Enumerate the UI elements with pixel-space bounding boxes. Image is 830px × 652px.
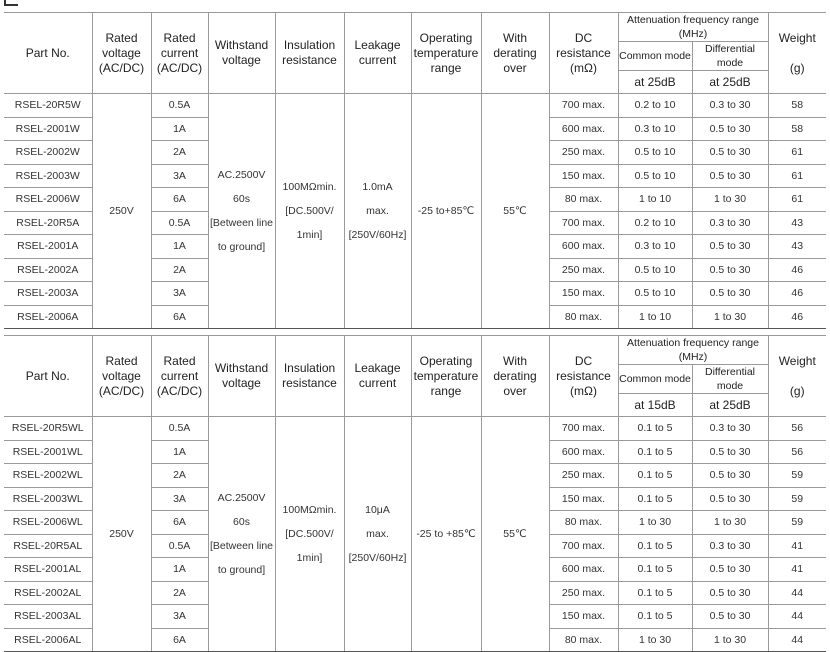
weight-cell: 59 bbox=[768, 487, 826, 511]
text-line: voltage bbox=[222, 376, 261, 390]
rated-current-cell: 1A bbox=[151, 558, 208, 582]
rated-current-cell: 1A bbox=[151, 235, 208, 259]
common-mode-cell: 0.5 to 10 bbox=[618, 164, 692, 188]
differential-mode-cell: 0.5 to 30 bbox=[692, 164, 768, 188]
text-line: 1min] bbox=[296, 229, 323, 241]
text-line: Insulation bbox=[283, 361, 336, 375]
withstand-voltage-cell bbox=[208, 417, 275, 652]
rated-current-cell: 3A bbox=[151, 282, 208, 306]
differential-mode-cell: 0.3 to 30 bbox=[692, 534, 768, 558]
text-line: [Between line bbox=[209, 540, 274, 552]
text-line: Rated bbox=[163, 30, 196, 45]
operating-temperature-cell: -25 to+85℃ bbox=[411, 94, 481, 329]
differential-mode-cell: 0.5 to 30 bbox=[692, 464, 768, 488]
spec-table-standard bbox=[4, 12, 826, 329]
weight-cell: 44 bbox=[768, 628, 826, 652]
differential-mode-cell: 0.5 to 30 bbox=[692, 141, 768, 165]
header-derating-over bbox=[481, 13, 549, 94]
text-line: resistance bbox=[282, 53, 337, 67]
text-line: current bbox=[358, 376, 397, 390]
dc-resistance-cell: 700 max. bbox=[549, 417, 618, 441]
dc-resistance-cell: 600 max. bbox=[549, 440, 618, 464]
differential-mode-cell: 0.3 to 30 bbox=[692, 211, 768, 235]
text-line: voltage bbox=[102, 45, 141, 60]
header-rated-current bbox=[151, 336, 208, 417]
text-line: Rated bbox=[105, 353, 138, 368]
header-common-level: at 15dB bbox=[618, 394, 692, 417]
part-number-cell: RSEL-2003A bbox=[4, 282, 92, 306]
part-number-cell: RSEL-2002A bbox=[4, 258, 92, 282]
differential-mode-cell: 0.5 to 30 bbox=[692, 282, 768, 306]
text-line: (AC/DC) bbox=[156, 383, 203, 398]
leakage-current-cell bbox=[344, 94, 411, 329]
rated-current-cell: 3A bbox=[151, 487, 208, 511]
header-weight bbox=[768, 13, 826, 94]
text-line: [DC.500V/ bbox=[285, 205, 334, 217]
header-derating-over bbox=[481, 336, 549, 417]
common-mode-cell: 1 to 10 bbox=[618, 188, 692, 212]
text-line: [DC.500V/ bbox=[285, 528, 334, 540]
section-corner-mark bbox=[4, 0, 18, 6]
common-mode-cell: 0.1 to 5 bbox=[618, 534, 692, 558]
part-number-cell: RSEL-2002WL bbox=[4, 464, 92, 488]
rated-voltage-cell: 250V bbox=[92, 94, 151, 329]
differential-mode-cell: 1 to 30 bbox=[692, 188, 768, 212]
rated-current-cell: 0.5A bbox=[151, 211, 208, 235]
header-row bbox=[4, 336, 826, 365]
rated-current-cell: 0.5A bbox=[151, 417, 208, 441]
rated-current-cell: 1A bbox=[151, 440, 208, 464]
header-insulation-resistance bbox=[275, 336, 344, 417]
header-withstand-voltage bbox=[208, 336, 275, 417]
part-number-cell: RSEL-2006W bbox=[4, 188, 92, 212]
text-line: Operating bbox=[419, 30, 473, 45]
header-part-no: Part No. bbox=[4, 13, 92, 94]
common-mode-cell: 0.3 to 10 bbox=[618, 117, 692, 141]
text-line: Rated bbox=[163, 353, 196, 368]
header-attenuation: Attenuation frequency range (MHz) bbox=[618, 336, 768, 365]
rated-current-cell: 6A bbox=[151, 188, 208, 212]
part-number-cell: RSEL-2003WL bbox=[4, 487, 92, 511]
common-mode-cell: 1 to 30 bbox=[618, 628, 692, 652]
header-rated-voltage bbox=[92, 13, 151, 94]
dc-resistance-cell: 700 max. bbox=[549, 94, 618, 118]
part-number-cell: RSEL-20R5A bbox=[4, 211, 92, 235]
differential-mode-cell: 1 to 30 bbox=[692, 628, 768, 652]
differential-mode-cell: 0.3 to 30 bbox=[692, 94, 768, 118]
dc-resistance-cell: 150 max. bbox=[549, 487, 618, 511]
common-mode-cell: 0.1 to 5 bbox=[618, 605, 692, 629]
rated-voltage-cell: 250V bbox=[92, 417, 151, 652]
text-line: max. bbox=[366, 528, 389, 540]
text-line: derating bbox=[493, 45, 537, 60]
text-line: Weight bbox=[778, 353, 816, 368]
header-rated-current bbox=[151, 13, 208, 94]
text-line: 1min] bbox=[296, 552, 323, 564]
dc-resistance-cell: 80 max. bbox=[549, 188, 618, 212]
differential-mode-cell: 0.5 to 30 bbox=[692, 558, 768, 582]
text-line: With bbox=[503, 353, 527, 368]
rated-current-cell: 2A bbox=[151, 581, 208, 605]
weight-cell: 46 bbox=[768, 305, 826, 329]
text-line: [Between line bbox=[209, 217, 274, 229]
part-number-cell: RSEL-2003W bbox=[4, 164, 92, 188]
part-number-cell: RSEL-2003AL bbox=[4, 605, 92, 629]
weight-cell: 61 bbox=[768, 188, 826, 212]
common-mode-cell: 1 to 30 bbox=[618, 511, 692, 535]
common-mode-cell: 0.1 to 5 bbox=[618, 417, 692, 441]
text-line: 1.0mA bbox=[362, 181, 393, 193]
part-number-cell: RSEL-2006WL bbox=[4, 511, 92, 535]
table-row bbox=[4, 417, 826, 441]
weight-cell: 61 bbox=[768, 141, 826, 165]
dc-resistance-cell: 600 max. bbox=[549, 117, 618, 141]
part-number-cell: RSEL-20R5W bbox=[4, 94, 92, 118]
differential-mode-cell: 0.5 to 30 bbox=[692, 117, 768, 141]
text-line: (AC/DC) bbox=[156, 60, 203, 75]
text-line: Weight bbox=[778, 30, 816, 45]
text-line: 100MΩmin. bbox=[282, 504, 337, 516]
part-number-cell: RSEL-2001W bbox=[4, 117, 92, 141]
differential-mode-cell: 1 to 30 bbox=[692, 305, 768, 329]
weight-cell: 56 bbox=[768, 417, 826, 441]
text-line: AC.2500V bbox=[217, 492, 266, 504]
differential-mode-cell: 0.3 to 30 bbox=[692, 417, 768, 441]
common-mode-cell: 0.5 to 10 bbox=[618, 282, 692, 306]
common-mode-cell: 0.1 to 5 bbox=[618, 440, 692, 464]
weight-cell: 41 bbox=[768, 534, 826, 558]
dc-resistance-cell: 600 max. bbox=[549, 235, 618, 259]
text-line: AC.2500V bbox=[217, 169, 266, 181]
text-line: to ground] bbox=[217, 564, 266, 576]
dc-resistance-cell: 250 max. bbox=[549, 464, 618, 488]
header-part-no: Part No. bbox=[4, 336, 92, 417]
differential-mode-cell: 0.5 to 30 bbox=[692, 440, 768, 464]
part-number-cell: RSEL-2001A bbox=[4, 235, 92, 259]
differential-mode-cell: 1 to 30 bbox=[692, 511, 768, 535]
spec-table-low-leakage bbox=[4, 335, 826, 652]
rated-current-cell: 3A bbox=[151, 605, 208, 629]
dc-resistance-cell: 80 max. bbox=[549, 628, 618, 652]
dc-resistance-cell: 600 max. bbox=[549, 558, 618, 582]
text-line: over bbox=[503, 383, 527, 398]
text-line: (mΩ) bbox=[570, 60, 597, 75]
weight-cell: 61 bbox=[768, 164, 826, 188]
header-common-mode: Common mode bbox=[618, 42, 692, 71]
common-mode-cell: 0.5 to 10 bbox=[618, 258, 692, 282]
dc-resistance-cell: 250 max. bbox=[549, 258, 618, 282]
text-line: 60s bbox=[233, 193, 250, 205]
weight-cell: 44 bbox=[768, 605, 826, 629]
common-mode-cell: 0.1 to 5 bbox=[618, 558, 692, 582]
text-line: (AC/DC) bbox=[98, 60, 145, 75]
dc-resistance-cell: 700 max. bbox=[549, 211, 618, 235]
common-mode-cell: 0.5 to 10 bbox=[618, 141, 692, 165]
weight-cell: 43 bbox=[768, 235, 826, 259]
text-line: to ground] bbox=[217, 241, 266, 253]
weight-cell: 46 bbox=[768, 258, 826, 282]
header-operating-temperature bbox=[411, 336, 481, 417]
derating-over-cell: 55℃ bbox=[481, 94, 549, 329]
part-number-cell: RSEL-2002W bbox=[4, 141, 92, 165]
text-line: 100MΩmin. bbox=[282, 181, 337, 193]
insulation-resistance-cell bbox=[275, 417, 344, 652]
part-number-cell: RSEL-20R5AL bbox=[4, 534, 92, 558]
text-line: voltage bbox=[102, 368, 141, 383]
common-mode-cell: 0.1 to 5 bbox=[618, 581, 692, 605]
rated-current-cell: 1A bbox=[151, 117, 208, 141]
rated-current-cell: 2A bbox=[151, 258, 208, 282]
part-number-cell: RSEL-2006A bbox=[4, 305, 92, 329]
text-line: current bbox=[160, 45, 199, 60]
dc-resistance-cell: 250 max. bbox=[549, 141, 618, 165]
differential-mode-cell: 0.5 to 30 bbox=[692, 605, 768, 629]
header-row bbox=[4, 13, 826, 42]
part-number-cell: RSEL-2001AL bbox=[4, 558, 92, 582]
text-line: temperature bbox=[413, 45, 479, 60]
common-mode-cell: 0.2 to 10 bbox=[618, 211, 692, 235]
header-differential-mode: Differential mode bbox=[692, 42, 768, 71]
header-attenuation: Attenuation frequency range (MHz) bbox=[618, 13, 768, 42]
text-line: DC bbox=[574, 353, 593, 368]
weight-cell: 58 bbox=[768, 94, 826, 118]
rated-current-cell: 6A bbox=[151, 511, 208, 535]
text-line: 60s bbox=[233, 516, 250, 528]
text-line: With bbox=[503, 30, 527, 45]
text-line: max. bbox=[366, 205, 389, 217]
text-line: resistance bbox=[556, 368, 611, 383]
text-line: (g) bbox=[789, 60, 805, 75]
leakage-current-cell bbox=[344, 417, 411, 652]
rated-current-cell: 2A bbox=[151, 464, 208, 488]
part-number-cell: RSEL-2006AL bbox=[4, 628, 92, 652]
text-line: current bbox=[160, 368, 199, 383]
text-line: (g) bbox=[789, 383, 805, 398]
dc-resistance-cell: 700 max. bbox=[549, 534, 618, 558]
weight-cell: 58 bbox=[768, 117, 826, 141]
common-mode-cell: 0.1 to 5 bbox=[618, 464, 692, 488]
header-insulation-resistance bbox=[275, 13, 344, 94]
header-differential-level: at 25dB bbox=[692, 71, 768, 94]
common-mode-cell: 0.1 to 5 bbox=[618, 487, 692, 511]
text-line: Insulation bbox=[283, 38, 336, 52]
rated-current-cell: 6A bbox=[151, 305, 208, 329]
withstand-voltage-cell bbox=[208, 94, 275, 329]
text-line: DC bbox=[574, 30, 593, 45]
text-line: Rated bbox=[105, 30, 138, 45]
text-line: range bbox=[430, 383, 462, 398]
text-line: resistance bbox=[282, 376, 337, 390]
weight-cell: 43 bbox=[768, 211, 826, 235]
rated-current-cell: 3A bbox=[151, 164, 208, 188]
differential-mode-cell: 0.5 to 30 bbox=[692, 487, 768, 511]
rated-current-cell: 2A bbox=[151, 141, 208, 165]
text-line: 10μA bbox=[365, 504, 390, 516]
header-weight bbox=[768, 336, 826, 417]
dc-resistance-cell: 150 max. bbox=[549, 282, 618, 306]
text-line: voltage bbox=[222, 53, 261, 67]
differential-mode-cell: 0.5 to 30 bbox=[692, 258, 768, 282]
weight-cell: 59 bbox=[768, 464, 826, 488]
dc-resistance-cell: 80 max. bbox=[549, 305, 618, 329]
part-number-cell: RSEL-20R5WL bbox=[4, 417, 92, 441]
common-mode-cell: 0.3 to 10 bbox=[618, 235, 692, 259]
table-row bbox=[4, 94, 826, 118]
weight-cell: 59 bbox=[768, 511, 826, 535]
text-line: Leakage bbox=[354, 361, 401, 375]
weight-cell: 44 bbox=[768, 581, 826, 605]
weight-cell: 46 bbox=[768, 282, 826, 306]
dc-resistance-cell: 150 max. bbox=[549, 605, 618, 629]
text-line: Operating bbox=[419, 353, 473, 368]
rated-current-cell: 6A bbox=[151, 628, 208, 652]
dc-resistance-cell: 150 max. bbox=[549, 164, 618, 188]
text-line: resistance bbox=[556, 45, 611, 60]
weight-cell: 41 bbox=[768, 558, 826, 582]
text-line: derating bbox=[493, 368, 537, 383]
rated-current-cell: 0.5A bbox=[151, 534, 208, 558]
header-operating-temperature bbox=[411, 13, 481, 94]
text-line: [250V/60Hz] bbox=[348, 229, 407, 241]
text-line: current bbox=[358, 53, 397, 67]
derating-over-cell: 55℃ bbox=[481, 417, 549, 652]
weight-cell: 56 bbox=[768, 440, 826, 464]
text-line: Withstand bbox=[214, 361, 269, 375]
text-line: Withstand bbox=[214, 38, 269, 52]
text-line: [250V/60Hz] bbox=[348, 552, 407, 564]
text-line: over bbox=[503, 60, 527, 75]
text-line: temperature bbox=[413, 368, 479, 383]
text-line: (AC/DC) bbox=[98, 383, 145, 398]
text-line: Leakage bbox=[354, 38, 401, 52]
header-leakage-current bbox=[344, 13, 411, 94]
header-common-mode: Common mode bbox=[618, 365, 692, 394]
part-number-cell: RSEL-2001WL bbox=[4, 440, 92, 464]
header-dc-resistance bbox=[549, 13, 618, 94]
header-rated-voltage bbox=[92, 336, 151, 417]
common-mode-cell: 0.2 to 10 bbox=[618, 94, 692, 118]
header-common-level: at 25dB bbox=[618, 71, 692, 94]
differential-mode-cell: 0.5 to 30 bbox=[692, 581, 768, 605]
part-number-cell: RSEL-2002AL bbox=[4, 581, 92, 605]
header-dc-resistance bbox=[549, 336, 618, 417]
common-mode-cell: 1 to 10 bbox=[618, 305, 692, 329]
differential-mode-cell: 0.5 to 30 bbox=[692, 235, 768, 259]
insulation-resistance-cell bbox=[275, 94, 344, 329]
header-withstand-voltage bbox=[208, 13, 275, 94]
text-line: range bbox=[430, 60, 462, 75]
operating-temperature-cell: -25 to +85℃ bbox=[411, 417, 481, 652]
dc-resistance-cell: 80 max. bbox=[549, 511, 618, 535]
header-leakage-current bbox=[344, 336, 411, 417]
header-differential-level: at 25dB bbox=[692, 394, 768, 417]
text-line: (mΩ) bbox=[570, 383, 597, 398]
rated-current-cell: 0.5A bbox=[151, 94, 208, 118]
header-differential-mode: Differential mode bbox=[692, 365, 768, 394]
dc-resistance-cell: 250 max. bbox=[549, 581, 618, 605]
